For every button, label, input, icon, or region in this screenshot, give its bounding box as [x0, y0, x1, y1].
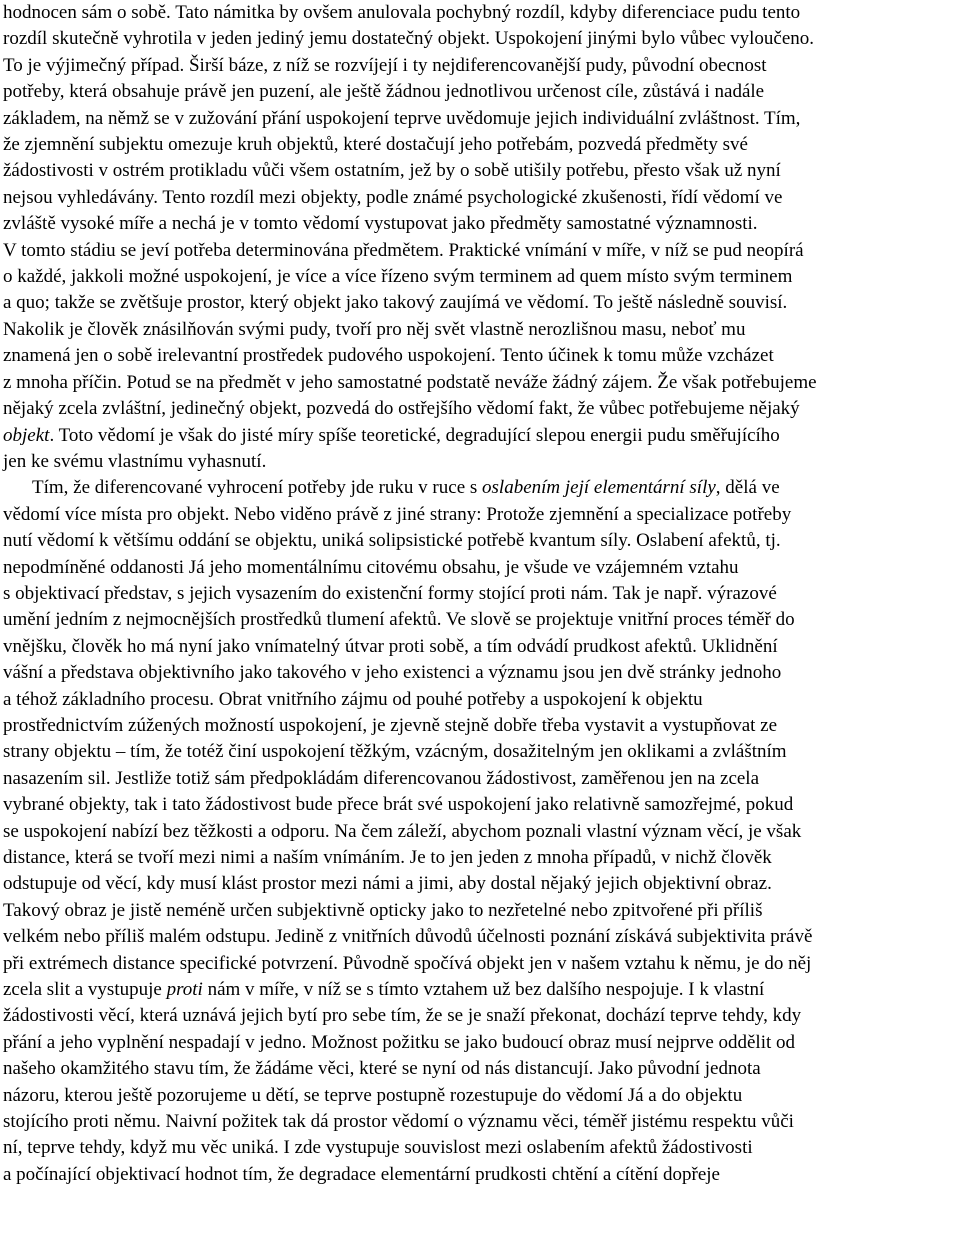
text-line — [3, 555, 958, 581]
text-line — [3, 449, 958, 475]
text-line — [3, 1109, 958, 1135]
text-line — [3, 502, 958, 528]
text-line — [3, 845, 958, 871]
text-run: . Toto vědomí je však do jisté míry spíše teoretické, degradující slepou energii pudu směřujícího — [49, 424, 780, 446]
text-run: nejsou vyhledávány. Tento rozdíl mezi objekty, podle známé psychologické zkušenosti, řídí vědomí ve — [3, 186, 783, 208]
text-run: prostřednictvím zúžených možností uspokojení, je zjevně stejně dobře třeba vystavit a vystupňovat ze — [3, 714, 778, 736]
text-line — [3, 1083, 958, 1109]
text-run: umění jedním z nejmocnějších prostředků tlumení afektů. Ve slově se projektuje vnitřní proces téměř do — [3, 609, 795, 631]
text-line — [3, 423, 958, 449]
text-line — [3, 185, 958, 211]
text-run: s objektivací představ, s jejich vysazením do existenční formy stojící proti nám. Tak je např. výrazové — [3, 582, 777, 604]
text-line — [3, 317, 958, 343]
text-line — [3, 1135, 958, 1161]
text-line — [3, 1030, 958, 1056]
text-run: vášní a představa objektivního jako takového v jeho existenci a významu jsou jen dvě stránky jednoho — [3, 662, 782, 684]
text-line — [3, 106, 958, 132]
text-line — [3, 634, 958, 660]
text-run: vědomí více místa pro objekt. Nebo viděno právě z jiné strany: Protože zjemnění a specializace potřeby — [3, 503, 792, 525]
paragraph — [3, 475, 958, 1188]
text-line — [3, 79, 958, 105]
text-line — [3, 264, 958, 290]
text-run: a téhož základního procesu. Obrat vnitřního zájmu od pouhé potřeby a uspokojení k objektu — [3, 688, 703, 710]
text-run: znamená jen o sobě irelevantní prostředek pudového uspokojení. Tento účinek k tomu může vzcházet — [3, 345, 774, 367]
text-line — [3, 238, 958, 264]
text-run: žádostivosti v ostrém protikladu vůči všem ostatním, jež by o sobě utišily potřebu, přesto však už nyní — [3, 160, 781, 182]
text-run: Nakolik je člověk znásilňován svými pudy, tvoří pro něj svět vlastně nerozlišnou masu, neboť mu — [3, 318, 746, 340]
text-run: základem, na němž se v zužování přání uspokojení teprve uvědomuje jejich individuální zvláštnost. Tím, — [3, 107, 801, 129]
text-line — [3, 924, 958, 950]
text-run: a quo; takže se zvětšuje prostor, který objekt jako takový zaujímá ve vědomí. To ještě následně souvisí. — [3, 292, 788, 314]
text-run: při extrémech distance specifické potvrzení. Původně spočívá objekt jen v našem vztahu k němu, je do něj — [3, 952, 812, 974]
text-run: velkém nebo příliš malém odstupu. Jedině z vnitřních důvodů účelnosti poznání získává subjektivita právě — [3, 926, 813, 948]
text-run: Takový obraz je jistě neméně určen subjektivně opticky jako to nezřetelné nebo zpitvořené při příliš — [3, 899, 763, 921]
text-line — [3, 53, 958, 79]
text-run: V tomto stádiu se jeví potřeba determinována předmětem. Praktické vnímání v míře, v níž se pud neopírá — [3, 239, 804, 261]
text-line — [3, 660, 958, 686]
text-run: přání a jeho vyplnění nespadají v jedno. Možnost požitku se jako budoucí obraz musí nejprve oddělit od — [3, 1031, 796, 1053]
text-run: o každé, jakkoli možné uspokojení, je více a více řízeno svým terminem ad quem místo svým terminem — [3, 266, 793, 288]
text-line — [3, 871, 958, 897]
text-run: názoru, kterou ještě pozorujeme u dětí, se teprve postupně rozestupuje do vědomí Já a do objektu — [3, 1084, 743, 1106]
text-line — [3, 158, 958, 184]
text-run: Tím, že diferencované vyhrocení potřeby jde ruku v ruce s — [32, 477, 483, 499]
text-line — [3, 819, 958, 845]
text-line — [3, 211, 958, 237]
text-run: našeho okamžitého stavu tím, že žádáme věci, které se nyní od nás distancují. Jako původní jednota — [3, 1058, 761, 1080]
text-run: distance, která se tvoří mezi nimi a naším vnímáním. Je to jen jeden z mnoha případů, v nichž člověk — [3, 847, 772, 868]
text-run: ní, teprve tehdy, když mu věc uniká. I zde vystupuje souvislost mezi oslabením afektů žádostivosti — [3, 1137, 753, 1159]
italic-text: objekt — [3, 424, 50, 446]
text-run: žádostivosti věcí, která uznává jejich bytí pro sebe tím, že se je snaží překonat, dochází teprve tehdy, kdy — [3, 1005, 802, 1027]
text-run: nasazením sil. Jestliže totiž sám předpokládám diferencovanou žádostivost, zaměřenou jen na zcela — [3, 767, 760, 789]
italic-text: oslabením její elementární síly — [482, 477, 716, 499]
text-run: stojícího proti němu. Naivní požitek tak dá prostor vědomí o významu věci, téměř jistému respektu vůči — [3, 1111, 794, 1133]
text-line — [3, 739, 958, 765]
text-line — [3, 26, 958, 52]
text-run: vnějšku, člověk ho má nyní jako vnímatelný útvar proti sobě, a tím odvádí prudkost afektů. Uklidnění — [3, 635, 778, 657]
text-line — [3, 1056, 958, 1082]
text-run: nutí vědomí k většímu oddání se objektu, uniká solipsistické potřebě kvantum síly. Oslabení afektů, tj. — [3, 530, 781, 552]
text-run: z mnoha příčin. Potud se na předmět v jeho samostatné podstatě neváže žádný zájem. Že však potřebujeme — [3, 371, 817, 393]
text-run: , dělá ve — [715, 477, 780, 499]
text-line — [3, 951, 958, 977]
text-line — [3, 528, 958, 554]
text-line — [3, 132, 958, 158]
text-line — [3, 581, 958, 607]
text-run: strany objektu – tím, že totéž činí uspokojení těžkým, vzácným, dosažitelným jen oklikami a zvláštním — [3, 741, 787, 763]
text-run: potřeby, která obsahuje právě jen puzení, ale ještě žádnou jednotlivou určenost cíle, zůstává i nadále — [3, 81, 765, 103]
text-line — [3, 766, 958, 792]
text-run: nepodmíněné oddanosti Já jeho momentálnímu citovému obsahu, je všude ve vzájemném vztahu — [3, 556, 739, 578]
text-run: zvláště vysoké míře a nechá je v tomto vědomí vystupovat jako předměty samostatné významnosti. — [3, 213, 758, 235]
text-line — [3, 475, 958, 501]
text-line — [3, 713, 958, 739]
text-line — [3, 370, 958, 396]
text-line — [3, 687, 958, 713]
text-run: zcela slit a vystupuje — [3, 979, 167, 1001]
text-run: rozdíl skutečně vyhrotila v jeden jediný jemu dostatečný objekt. Uspokojení jinými bylo vůbec vyloučeno. — [3, 28, 815, 50]
italic-text: proti — [166, 979, 203, 1001]
text-line — [3, 898, 958, 924]
paragraph — [3, 0, 958, 475]
text-run: že zjemnění subjektu omezuje kruh objektů, které dostačují jeho potřebám, pozvedá předměty své — [3, 134, 748, 156]
text-line — [3, 1162, 958, 1188]
text-line — [3, 977, 958, 1003]
text-line — [3, 792, 958, 818]
text-run: hodnocen sám o sobě. Tato námitka by ovšem anulovala pochybný rozdíl, kdyby diferenciace pudu tento — [3, 2, 801, 23]
text-run: se uspokojení nabízí bez těžkosti a odporu. Na čem záleží, abychom poznali vlastní význam věcí, je však — [3, 820, 802, 842]
text-run: To je výjimečný případ. Širší báze, z níž se rozvíjejí i ty nejdiferencovanější pudy, původní obecnost — [3, 54, 767, 76]
text-run: a počínající objektivací hodnot tím, že degradace elementární prudkosti chtění a cítění dopřeje — [3, 1163, 720, 1185]
text-line — [3, 1003, 958, 1029]
text-run: jen ke svému vlastnímu vyhasnutí. — [3, 450, 267, 472]
text-line — [3, 607, 958, 633]
text-run: odstupuje od věcí, kdy musí klást prostor mezi námi a jimi, aby dostal nějaký jejich objektivní obraz. — [3, 873, 772, 895]
text-line — [3, 343, 958, 369]
text-line — [3, 0, 958, 26]
text-run: nám v míře, v níž se s tímto vztahem už bez dalšího nespojuje. I k vlastní — [202, 979, 765, 1001]
text-line — [3, 396, 958, 422]
text-line — [3, 290, 958, 316]
text-run: vybrané objekty, tak i tato žádostivost bude přece brát své uspokojení jako relativně samozřejmé, pokud — [3, 794, 794, 816]
text-run: nějaký zcela zvláštní, jedinečný objekt, pozvedá do ostřejšího vědomí fakt, že vůbec potřebujeme nějaký — [3, 398, 800, 420]
